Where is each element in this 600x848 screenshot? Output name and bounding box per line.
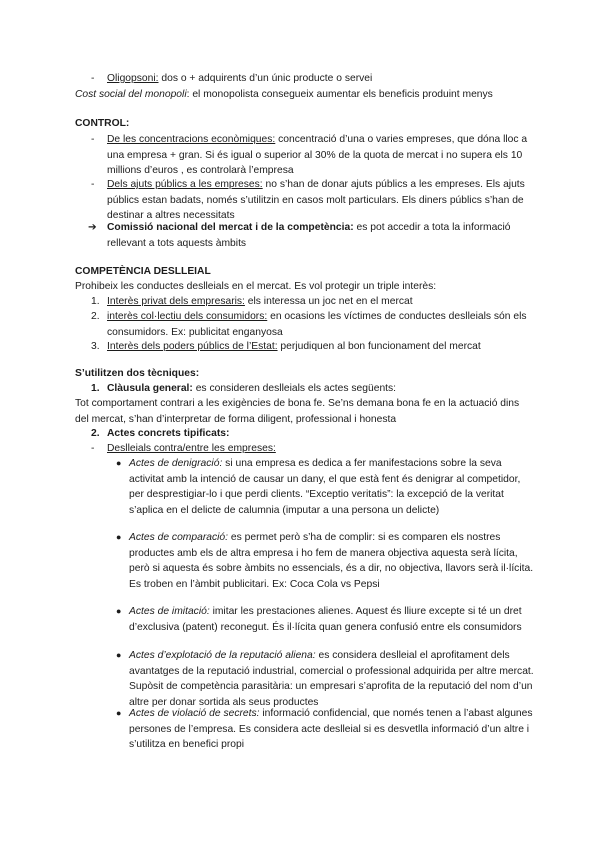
control-item-text: concentració d’una o varies empreses, que dóna lloc a una empresa + gran. Si és igual o superior al 30% de la quota de mercat i no supera els 10 millions d’euros , es controlarà l’empresa — [107, 134, 528, 176]
deslleials-subheading: Deslleials contra/entre les empreses: — [107, 443, 276, 454]
control-item-concentracions — [107, 132, 537, 179]
interes-item — [107, 309, 537, 340]
competencia-intro: Prohibeix les conductes deslleials en el mercat. Es vol protegir un triple interès: — [75, 281, 437, 292]
actes-concrets-heading: Actes concrets tipificats: — [107, 428, 230, 439]
interes-item — [107, 339, 481, 355]
bullet-icon: ● — [116, 532, 122, 542]
acte-item-comparacio — [129, 530, 534, 592]
control-item-term: De les concentracions econòmiques: — [107, 134, 276, 145]
acte-term: Actes d’explotació de la reputació aliena: — [129, 650, 316, 661]
comissio-text: es pot accedir a tota la informació rellevant a tots aquests àmbits — [107, 222, 511, 249]
control-item-text: no s’han de donar ajuts públics a les empreses. Els ajuts públics estan badats, només s’utilitzin en casos molt particulars. Els diners públics s’han de destinar a altres necessitats — [107, 179, 525, 221]
acte-term: Actes de denigració: — [129, 458, 223, 469]
clausula-text: es consideren deslleials els actes següents: — [192, 383, 397, 394]
control-item-term: Dels ajuts públics a les empreses: — [107, 179, 263, 190]
control-arrow-item — [107, 220, 527, 251]
acte-text: informació confidencial, que només tenen a l’abast algunes persones de l’empresa. Es considera acte deslleial si es desvetlla informació d’un altre i s’utilitza en benefici propi — [129, 708, 533, 750]
cost-social-text: : el monopolista consegueix aumentar els beneficis produint menys — [186, 89, 493, 100]
acte-text: es permet però s’ha de complir: si es comparen els nostres productes amb els de altra empresa i ho fem de manera objectiva aquesta serà lícita, però si aquesta és sobre àmbits no essencials, és a dir, no objectiva, llavors serà il·lícita. Es troben en l’àmbit publicitari. Ex: Coca Cola vs Pepsi — [129, 532, 534, 590]
control-heading: CONTROL: — [75, 118, 130, 129]
acte-term: Actes de comparació: — [129, 532, 229, 543]
interes-term: interès col·lectiu dels consumidors: — [107, 311, 268, 322]
clausula-item — [107, 381, 396, 397]
dash-marker: - — [91, 179, 95, 190]
list-number: 2. — [91, 428, 100, 439]
acte-term: Actes de imitació: — [129, 606, 210, 617]
interes-term: Interès dels poders públics de l’Estat: — [107, 341, 278, 352]
clausula-body: Tot comportament contrari a les exigències de bona fe. Se’ns demana bona fe en la actuació dins del mercat, s’han d’interpretar de forma diligent, professional i honesta — [75, 398, 520, 425]
acte-term: Actes de violació de secrets: — [129, 708, 260, 719]
acte-item-denigracio — [129, 456, 534, 518]
interes-text: els interessa un joc net en el mercat — [244, 296, 413, 307]
dash-marker: - — [91, 443, 95, 454]
acte-text: si una empresa es dedica a fer manifestacions sobre la seva activitat amb la intenció de causar un dany, el que està fent és denigrar al competidor, per desprestigiar-lo i que perdi clients. “Exceptio veritatis”: la excepció de la veritat s’aplica en el delicte de calumnia (imputar a una persona un delicte) — [129, 458, 521, 516]
arrow-icon: ➔ — [88, 222, 97, 233]
clausula-term: Clàusula general: — [107, 383, 193, 394]
acte-item-imitacio — [129, 604, 534, 635]
cost-social-line — [75, 87, 493, 103]
acte-item-reputacio — [129, 648, 534, 710]
list-number: 1. — [91, 296, 100, 307]
competencia-heading: COMPETÈNCIA DESLLEIAL — [75, 266, 211, 277]
interes-text: en ocasions les víctimes de conductes deslleials són els consumidors. Ex: publicitat enganyosa — [107, 311, 527, 338]
acte-item-secrets — [129, 706, 534, 753]
interes-item — [107, 294, 413, 310]
oligopsoni-term: Oligopsoni: — [107, 73, 159, 84]
dash-marker: - — [91, 73, 95, 84]
bullet-icon: ● — [116, 458, 122, 468]
bullet-icon: ● — [116, 650, 122, 660]
list-number: 2. — [91, 311, 100, 322]
bullet-icon: ● — [116, 708, 122, 718]
acte-text: imitar les prestaciones alienes. Aquest és lliure excepte si té un dret d’exclusiva (patent) reconegut. És il·lícita quan genera confusió entre els consumidors — [129, 606, 522, 633]
control-item-ajuts — [107, 177, 527, 224]
comissio-term: Comissió nacional del mercat i de la competència: — [107, 222, 354, 233]
dash-marker: - — [91, 134, 95, 145]
acte-text: es considera deslleial el aprofitament dels avantatges de la reputació industrial, comercial o professional adquirida per altre mercat. Supòsit de competència parasitària: un empresari s’aprofita de la reputació del nom d’un altre per donar sortida als seus productes — [129, 650, 534, 708]
cost-social-term: Cost social del monopoli — [75, 89, 187, 100]
interes-text: perjudiquen al bon funcionament del mercat — [277, 341, 481, 352]
tecniques-heading: S’utilitzen dos tècniques: — [75, 368, 200, 379]
oligopsoni-line — [107, 71, 372, 87]
interes-term: Interès privat dels empresaris: — [107, 296, 245, 307]
list-number: 1. — [91, 383, 100, 394]
oligopsoni-text: dos o + adquirents d’un únic producte o servei — [158, 73, 373, 84]
bullet-icon: ● — [116, 606, 122, 616]
list-number: 3. — [91, 341, 100, 352]
